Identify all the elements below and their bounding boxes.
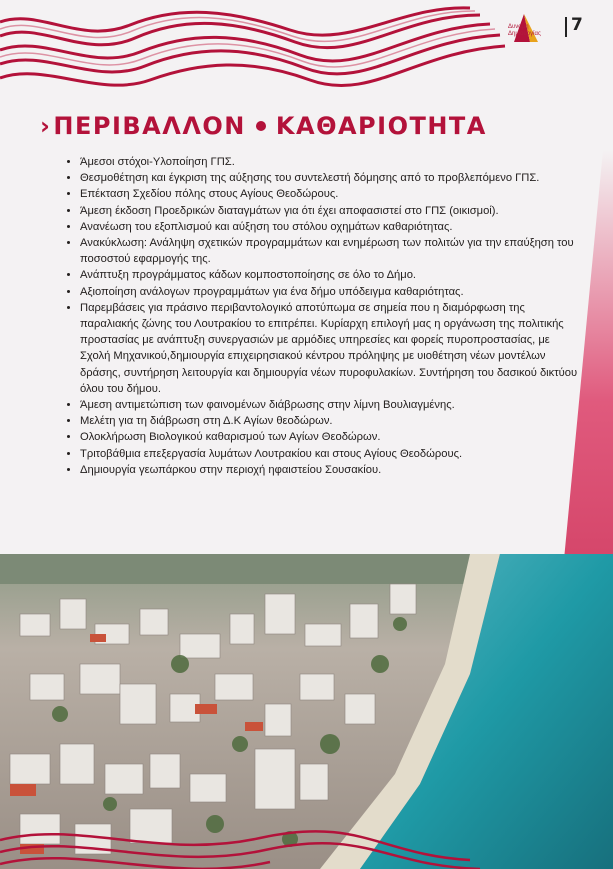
list-item: • Άμεση έκδοση Προεδρικών διαταγμάτων για ότι έχει αποφασιστεί στο ΓΠΣ (οικισμοί). — [80, 203, 580, 219]
list-item: • Θεσμοθέτηση και έγκριση της αύξησης του συντελεστή δόμησης από το προβλεπόμενο ΓΠΣ. — [80, 170, 580, 186]
page-number-divider — [565, 17, 567, 37]
list-item: • Άμεση αντιμετώπιση των φαινομένων διάβρωσης στην λίμνη Βουλιαγμένης. — [80, 397, 580, 413]
list-item: • Ανακύκλωση: Ανάληψη σχετικών προγραμμάτων και ενημέρωση των πολιτών για την επαύξηση του ποσοστού εφαρμογής της. — [80, 235, 580, 267]
list-item: • Ανανέωση του εξοπλισμού και αύξηση του στόλου οχημάτων καθαριότητας. — [80, 219, 580, 235]
list-item: • Άμεσοι στόχοι-Υλοποίηση ΓΠΣ. — [80, 154, 580, 170]
list-item: • Παρεμβάσεις για πράσινο περιβαντολογικό αποτύπωμα σε σημεία που η διαμόρφωση της παραλιακής ζώνης του Λουτρακίου το επιτρέπει. Κυρίαρχη επιλογή μας η οργάνωση της πολιτικής προστασίας με ανάπτυξη συνεργασιών με αρμόδιες υπηρεσίες και φορείς πυροπροστασίας, με Σχολή Μηχανικού,δημιουργία επιχειρησιακού κέντρου πρόληψης με υιοθέτηση νέων μοντέλων δράσης, συντήρηση λειτουργία και δημιουργία νέων πυροφυλακίων. Συντήρηση του δασικού δικτύου όλου του δήμου. — [80, 300, 580, 397]
decorative-wave-lines-bottom — [0, 800, 613, 869]
list-item: • Αξιοποίηση ανάλογων προγραμμάτων για ένα δήμο υπόδειγμα καθαριότητας. — [80, 284, 580, 300]
chevron-right-icon: › — [40, 112, 52, 140]
page-title — [40, 112, 487, 140]
logo-text-line1: Δυναμη — [508, 24, 529, 30]
title-right: ΚΑΘΑΡΙΟΤΗΤΑ — [275, 112, 487, 140]
bullet-dot-icon — [256, 121, 266, 131]
list-item: • Ανάπτυξη προγράμματος κάδων κομποστοποίησης σε όλο το Δήμο. — [80, 267, 580, 283]
list-item: • Δημιουργία γεωπάρκου στην περιοχή ηφαιστείου Σουσακίου. — [80, 462, 580, 478]
list-item: • Τριτοβάθμια επεξεργασία λυμάτων Λουτρακίου και στους Αγίους Θεοδώρους. — [80, 446, 580, 462]
page-number: 7 — [571, 15, 583, 35]
title-left: ΠΕΡΙΒΑΛΛΟΝ — [53, 112, 246, 140]
logo-text-line2: Δημιουργίας — [508, 31, 541, 37]
logo-text — [508, 24, 541, 38]
list-item: • Μελέτη για τη διάβρωση στη Δ.Κ Αγίων θεοδώρων. — [80, 413, 580, 429]
bullet-list — [52, 154, 580, 478]
list-item: • Επέκταση Σχεδίου πόλης στους Αγίους Θεοδώρους. — [80, 186, 580, 202]
list-item: • Ολοκλήρωση Βιολογικού καθαρισμού των Αγίων Θεοδώρων. — [80, 429, 580, 445]
